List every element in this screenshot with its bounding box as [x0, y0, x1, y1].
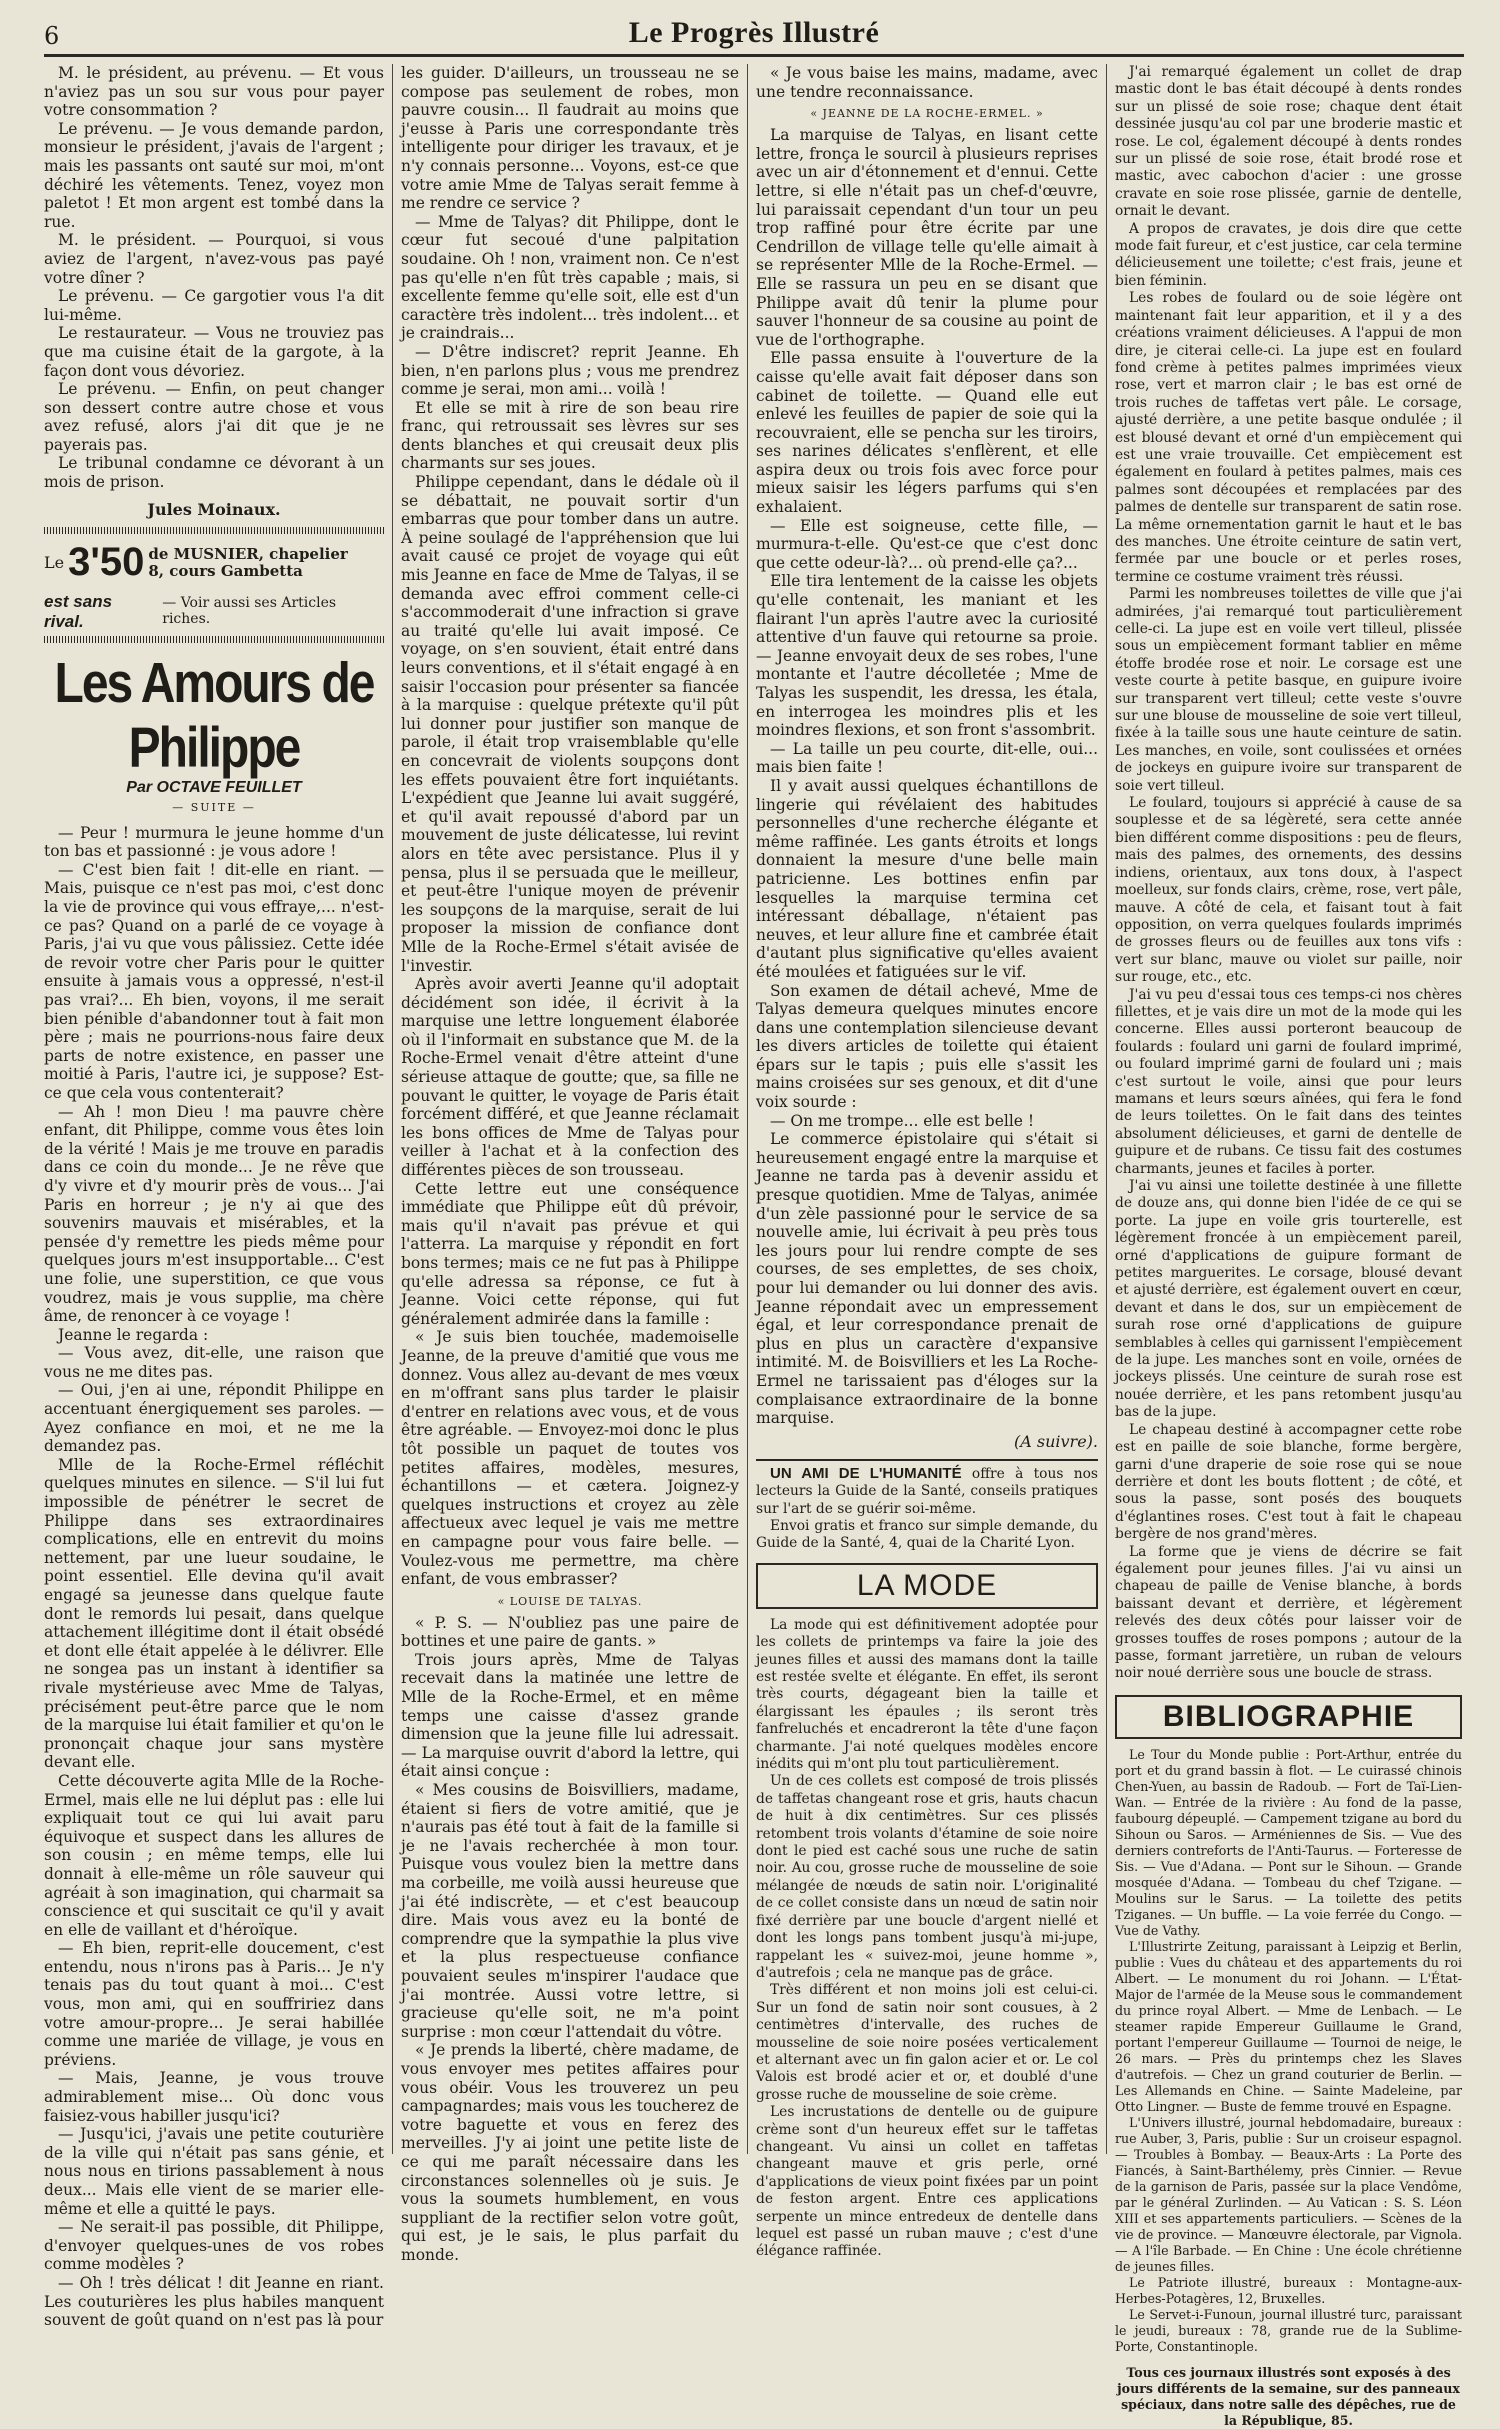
story-paragraph: Jeanne le regarda : [58, 1325, 209, 1344]
court-dialogue [44, 64, 384, 492]
story-paragraph: « Je suis bien touchée, mademoiselle Jeanne, de la preuve d'amitié que vous me donnez. Vous allez au-devant de mes vœux en m'offrant sans plus tarder le plaisir d'entrer en relations avec vous, et de vous être agréable. — Envoyez-moi donc le plus tôt possible un paquet de toutes vos petites affaires, modèles, mesures, échantillons — et cætera. Joignez-y quelques instructions et croyez au zèle affectueux avec lequel je vais me mettre en campagne pour vous faire belle. — Voulez-vous me permettre, ma chère enfant, de vous embrasser? [401, 1328, 739, 1589]
column-1 [44, 64, 384, 2330]
mode-paragraph: Les robes de foulard ou de soie légère ont maintenant fait leur apparition, et il y a des créations vraiment délicieuses. A l'appui de mon dire, je citerai celle-ci. La jupe est en foulard fond crème à petites palmes imprimées vieux rose, vert et marron clair ; le bas est orné de trois ruches de taffetas vert pâle. Le corsage, ajusté derrière, a une petite basque ondulée ; il est blousé devant et orné d'un empiècement qui est une vraie trouvaille. Cet empiècement est également en foulard à petites palmes, mais ces palmes sont découpées et remplacées par des palmes de dentelle sur transparent de satin rose. La même ornementation garnit le haut et le bas des manches. Une étroite ceinture de satin vert, fermée par une boucle or et perles roses, termine ce costume vraiment très réussi. [1115, 290, 1462, 585]
story-paragraph: Il y avait aussi quelques échantillons de lingerie qui révélaient des habitudes personnelles d'une recherche élégante et même raffinée. Les gants étroits et longs donnaient la mesure d'une belle main patricienne. Les bottines enfin par lesquelles la marquise termina cet intéressant déballage, n'étaient pas neuves, et leur allure fine et cambrée était d'autant plus significative qu'elles avaient été moulées et fatiguées sur le vif. [756, 776, 1098, 981]
story-paragraph: « Je prends la liberté, chère madame, de vous envoyer mes petites affaires pour vous obéir. Vous les trouverez un peu campagnardes; mais vous les toucherez de votre baguette et vous en ferez des merveilles. J'y ai joint une petite liste de ce qui me paraît nécessaire dans les circonstances solennelles où je suis. Je vous la soumets humblement, en vous suppliant de la rectifier selon votre goût, qui est, je le sais, le plus parfait du monde. [401, 2041, 739, 2264]
bibliographie-list [1115, 1747, 1462, 2429]
mode-paragraph: Le chapeau destiné à accompagner cette robe est en paille de soie blanche, forme bergère, garni d'une draperie de soie rose qui se noue derrière et dont les bouts flottent ; de côté, et sous la passe, sont posés des bouquets d'églantines roses. C'est tout à fait le chapeau bergère de nos grand'mères. [1115, 1421, 1462, 1543]
dialogue-line: M. le président. — Pourquoi, si vous aviez de l'argent, n'avez-vous pas payé votre dîner ? [44, 231, 384, 287]
section-rule [756, 1459, 1098, 1461]
story-paragraph: Elle passa ensuite à l'ouverture de la caisse qu'elle avait fait déposer dans son cabinet de toilette. — Quand elle eut enlevé les feuilles de papier de soie qui la recouvraient, elle se pencha sur les tiroirs, ses narines délicates s'enflèrent, et elle aspira deux ou trois fois avec force pour mieux saisir les légers parfums qui s'en exhalaient. [756, 349, 1098, 517]
page-header [44, 14, 1464, 54]
story-byline: Par OCTAVE FEUILLET [126, 778, 302, 796]
ad-shop-line2: 8, cours Gambetta [148, 561, 303, 580]
story-paragraph: Après avoir averti Jeanne qu'il adoptait décidément son idée, il écrivit à la marquise une lettre longuement élaborée où il l'informait en substance que M. de la Roche-Ermel venait d'être atteint d'une sérieuse attaque de goutte; que, sa fille ne pouvant le quitter, le voyage de Paris était forcément différé, et que Jeanne réclamait les bons offices de Mme de Talyas pour veiller à l'achat et à la confection des différentes pièces de son trousseau. [401, 975, 739, 1180]
to-be-continued: (A suivre). [1014, 1431, 1098, 1451]
story-paragraph: Le commerce épistolaire qui s'était si heureusement engagé entre la marquise et Jeanne ne tarda pas à devenir assidu et presque quotidien. Mme de Talyas, animée d'un zèle passionné pour le service de sa nouvelle amie, lui écrivait à peu près tous les jours pour lui rendre compte de ses courses, de ses emplettes, de ses choix, pour lui demander ou lui donner des avis. Jeanne répondait avec un empressement égal, et leur correspondance prenait de plus en plus un caractère d'expansive intimité. M. de Boisvilliers et les La Roche-Ermel ne tarissaient pas d'éloges sur la complaisance extraordinaire de la bonne marquise. [756, 1130, 1098, 1428]
mode-heading: LA MODE [756, 1563, 1098, 1609]
story-paragraph: — On me trompe... elle est belle ! [770, 1111, 1035, 1130]
story-paragraph: « Mes cousins de Boisvilliers, madame, étaient si fiers de votre amitié, que je n'aurais pas été tout à fait de la famille si je ne l'avais recherchée à mon tour. Puisque vous voulez bien la mettre dans ma corbeille, me voilà aussi heureuse que j'ai été indiscrète, — et c'est beaucoup dire. Mais vous avez eu la bonté de comprendre que la sympathie la plus vive et la plus respectueuse confiance pouvaient seules m'inspirer l'audace que j'ai montrée. Aussi votre lettre, si gracieuse qu'elle soit, ne m'a point surprise : mon cœur l'attendait du vôtre. [401, 1781, 739, 2041]
masthead-title: Le Progrès Illustré [628, 16, 880, 49]
story-paragraph: — Vous avez, dit-elle, une raison que vous ne me dites pas. [44, 1344, 384, 1381]
mode-paragraph: J'ai remarqué également un collet de drap mastic dont le bas était découpé à dents rondes sur un plissé de soie rose; chaque dent était dessinée jusqu'au col par une broderie mastic et rose. Le col, également découpé à dents rondes sur un plissé de soie rose, était brodé rose et mastic, avec cabochon d'acier : une grosse cravate en soie rose plissée, garnie de dentelle, ornait le devant. [1115, 64, 1462, 220]
story-paragraph: — Ah ! mon Dieu ! ma pauvre chère enfant, dit Philippe, comme vous êtes loin de la vérité ! Mais je me trouve en paradis dans ce coin du monde... Je ne rêve que d'y vivre et d'y mourir près de vous... J'ai Paris en horreur ; je n'y ai que des souvenirs mauvais et misérables, et la pensée d'y remettre les pieds même pour quelques jours m'est insupportable... C'est une folie, une superstition, ce que vous voudrez, mais je vous supplie, ma chère âme, de renoncer à ce voyage ! [44, 1102, 384, 1326]
ami-text: offre à tous nos lecteurs la Guide de la Santé, conseils pratiques sur l'art de se guérir soi-même. [756, 1465, 1098, 1517]
mode-text [756, 1617, 1098, 2261]
story-paragraph: — D'être indiscret? reprit Jeanne. Eh bien, n'en parlons plus ; vous me prendrez comme je serai, mon ami... voilà ! [401, 342, 739, 399]
dialogue-line: Le prévenu. — Je vous demande pardon, monsieur le président, j'avais de l'argent ; mais les passants ont sauté sur moi, m'ont déchiré les vêtements. Tenez, voyez mon paletot ! Et mon argent est tombé dans la rue. [44, 119, 384, 231]
dialogue-line: M. le président, au prévenu. — Et vous n'aviez pas un sou sur vous pour payer votre consommation ? [44, 64, 384, 120]
story-paragraph: Cette découverte agita Mlle de la Roche-Ermel, mais elle ne lui déplut pas : elle lui expliquait tout ce qui lui avait paru équivoque et suspect dans les allures de son cousin ; en même temps, elle lui donnait à elle-même un rôle sauveur qui agréait à son imagination, qui charmait sa conscience et qui suscitait ce qu'il y avait en elle de vaillant et d'héroïque. [44, 1771, 384, 1939]
story-paragraph: « P. S. — N'oubliez pas une paire de bottines et une paire de gants. » [401, 1613, 739, 1651]
hatch-rule [44, 636, 384, 643]
story-paragraph: — Peur ! murmura le jeune homme d'un ton bas et passionné : je vous adore ! [44, 823, 384, 861]
column-divider [1106, 64, 1107, 2154]
story-paragraph: — Mme de Talyas? dit Philippe, dont le cœur fut secoué d'une palpitation soudaine. Oh ! non, vraiment non. Ce n'est pas qu'elle n'en fût très capable ; mais, si excellente femme qu'elle soit, elle est d'un caractère très indolent... très indolent... et je craindrais... [401, 212, 739, 343]
ami-notice [756, 1465, 1098, 1553]
story-paragraph: — Eh bien, reprit-elle doucement, c'est entendu, nous n'irons pas à Paris... Je n'y tenais pas du tout quant à moi... C'est vous, mon ami, qui en souffririez dans votre amour-propre... Je serai habillée comme une mariée de village, je vous en préviens. [44, 1939, 384, 2069]
story-paragraph: — Oui, j'en ai une, répondit Philippe en accentuant énergiquement ses paroles. — Ayez confiance en moi, et ne me la demandez pas. [44, 1381, 384, 1456]
bibliographie-entry: Le Patriote illustré, bureaux : Montagne-aux-Herbes-Potagères, 12, Bruxelles. [1115, 2274, 1462, 2306]
mode-paragraph: A propos de cravates, je dois dire que cette mode fait fureur, et c'est justice, car cela termine délicieusement une toilette; c'est frais, jeune et bien féminin. [1115, 220, 1462, 289]
letter-signature: « JEANNE DE LA ROCHE-ERMEL. » [810, 107, 1044, 121]
ami-title: UN AMI DE L'HUMANITÉ [770, 1464, 962, 1482]
bibliographie-entry: L'Illustrirte Zeitung, paraissant à Leipzig et Berlin, publie : Vues du château et des appartements du roi Albert. — Le monument du roi Johann. — L'État-Major de l'armée de la Meuse sous le commandement du prince royal Albert. — Mme de Lenbach. — Le steamer rapide Empereur Guillaume le Grand, portant l'empereur Guillaume — Tournoi de neige, le 26 mars. — Près du printemps chez les Slaves d'autrefois. — Chez un grand couturier de Berlin. — Les Allemands en Chine. — Sainte Madeleine, par Otto Lingner. — Buste de femme trouvé en Espagne. [1115, 1938, 1462, 2114]
story-paragraph: Cette lettre eut une conséquence immédiate que Philippe eût dû prévoir, mais qu'il n'avait pas prévue et qui l'atterra. La marquise y répondit en fort bons termes; mais ce ne fut pas à Philippe qu'elle adressa sa réponse, ce fut à Jeanne. Voici cette réponse, qui fut généralement admirée dans la famille : [401, 1179, 739, 1328]
story-paragraph: — Jusqu'ici, j'avais une petite couturière de la ville qui n'était pas sans génie, et nous nous en tirions passablement à nous deux... Mais elle vient de se marier elle-même et elle a quitté le pays. [44, 2125, 384, 2218]
mode-paragraph: Le foulard, toujours si apprécié à cause de sa souplesse et de sa légèreté, sera cette année bien différent comme dispositions : peu de fleurs, mais des palmes, des ornements, des dessins indiens, orientaux, aux tons doux, à l'aspect moelleux, sur fonds clairs, crème, rose, vert pâle, mauve. A côté de cela, et faisant tout à fait opposition, on verra quelques foulards imprimés de grosses fleurs ou de feuilles aux tons vifs : vert sur blanc, mauve ou violet sur paille, noir sur rouge, etc., etc. [1115, 795, 1462, 986]
dialogue-line: Le tribunal condamne ce dévorant à un mois de prison. [44, 454, 384, 492]
mode-paragraph: Un de ces collets est composé de trois plissés de taffetas changeant rose et gris, hauts chacun de huit à dix centimètres. Sur ces plissés retombent trois volants d'étamine de soie noire dont le pied est caché sous une ruche de satin noir. Au cou, grosse ruche de mousseline de soie mélangée de nœuds de satin noir. L'originalité de ce collet consiste dans un nœud de satin noir fixé derrière par une boucle d'argent niellé et dont les longs pans tombent jusqu'à mi-jupe, rappelant les « suivez-moi, jeune homme », d'autrefois ; cela ne manque pas de grâce. [756, 1773, 1098, 1981]
story-paragraph: La marquise de Talyas, en lisant cette lettre, fronça le sourcil à plusieurs reprises avec un air d'étonnement et d'ennui. Cette lettre, si elle n'était pas un chef-d'œuvre, lui paraissait cependant d'un tour un peu trop raffiné pour être écrite par une Cendrillon de village telle qu'elle aimait à se représenter Mlle de la Roche-Ermel. — Elle se rassura un peu en se disant que Philippe avait dû tenir la plume pour sauver l'honneur de sa cousine au point de vue de l'orthographe. [756, 126, 1098, 349]
hatch-rule [44, 527, 384, 534]
story-paragraph: Mlle de la Roche-Ermel réfléchit quelques minutes en silence. — S'il lui fut impossible de pénétrer le secret de Philippe dans ses extraordinaires complications, elle en entrevit du moins nettement, par une lueur soudaine, le point essentiel. Elle devina qu'il avait engagé sa jeunesse dans quelque faute dont le remords lui pesait, dans quelque attachement illégitime dont il était obsédé et dont elle était appelée à le délivrer. Elle ne songea pas un instant à identifier sa rivale mystérieuse avec Mme de Talyas, précisément peut-être parce que le nom de la marquise lui était familier et qu'on le prononçait chaque jour sans mystère devant elle. [44, 1455, 384, 1772]
story-paragraph: Et elle se mit à rire de son beau rire franc, qui retroussait ses lèvres sur ses dents blanches et qui creusait deux plis charmants sur ses joues. [401, 398, 739, 473]
bibliographie-footer: Tous ces journaux illustrés sont exposés à des jours différents de la semaine, sur des panneaux spéciaux, dans notre salle des dépêches, rue de la République, 85. [1117, 2364, 1460, 2428]
header-rule [44, 54, 1464, 57]
story-text [44, 824, 384, 2330]
page-number: 6 [44, 22, 60, 50]
story-paragraph: les guider. D'ailleurs, un trousseau ne se compose pas seulement de robes, mon pauvre cousin... Il faudrait au moins que j'eusse à Paris une correspondante très intelligente pour diriger les travaux, et je n'y connais personne... Voyons, est-ce que votre amie Mme de Talyas serait femme à me rendre ce service ? [401, 64, 739, 213]
story-paragraph: Philippe cependant, dans le dédale où il se débattait, ne pouvait sortir d'un embarras que pour tomber dans un autre. À peine soulagé de l'appréhension que lui avait causé ce projet de voyage qui eût mis Jeanne en face de Mme de Talyas, il se demanda avec effroi comment celle-ci s'accommoderait d'une infraction si grave au traité qu'elle lui avait imposé. Ce voyage, on s'en souvient, était entré dans leurs conventions, et il s'était engagé à en saisir l'occasion pour présenter sa fiancée à la marquise : quelque prétexte qu'il pût lui donner pour justifier son manque de parole, il était trop vraisemblable qu'elle en concevrait de violents soupçons dont les effets pouvaient être fort inquiétants. L'expédient que Jeanne lui avait suggéré, et qu'il avait repoussé d'abord par un mouvement de juste délicatesse, lui revint alors en tête avec persistance. Plus il y pensa, plus il se persuada que le meilleur, et peut-être l'unique moyen de prévenir les soupçons de la marquise, serait de lui proposer la mission de confiance dont Mlle de la Roche-Ermel s'était avisée de l'investir. [401, 473, 739, 975]
ami-notice-text2: Envoi gratis et franco sur simple demande, du Guide de la Santé, 4, quai de la Charité Lyon. [756, 1517, 1098, 1552]
mode-paragraph: La forme que je viens de décrire se fait également pour jeunes filles. J'ai vu ainsi un chapeau de paille de Venise blanche, à bords baissant devant et derrière, et légèrement relevés des deux côtés pour laisser voir de grosses touffes de roses pompons ; autour de la passe, formant jarretière, un ruban de velours noir noué derrière sous une boucle de strass. [1115, 1543, 1462, 1682]
ad-note: — Voir aussi ses Articles riches. [162, 594, 337, 627]
column-divider [392, 64, 393, 2154]
story-paragraph: Trois jours après, Mme de Talyas recevait dans la matinée une lettre de Mlle de la Roche-Ermel, et en même temps une caisse d'assez grande dimension que la jeune fille lui adressait. — La marquise ouvrit d'abord la lettre, qui était ainsi conçue : [401, 1650, 739, 1781]
mode-paragraph: Parmi les nombreuses toilettes de ville que j'ai admirées, j'ai remarqué tout particulièrement celle-ci. La jupe est en voile vert tilleul, plissée sous un empiècement formant tablier en même étoffe brodée rose et noir. Le corsage est une veste courte à petite basque, en guipure ivoire sur transparent vert tilleul; cette veste s'ouvre sur une blouse de mousseline de soie vert tilleul, fixée à la taille sous une haute ceinture de satin. Les manches, en voile, sont coulissées et ornées de jockeys en guipure ivoire sur transparent de soie vert tilleul. [1115, 586, 1462, 794]
columns [44, 64, 1464, 2428]
story-paragraph: — C'est bien fait ! dit-elle en riant. — Mais, puisque ce n'est pas moi, c'est donc la vie de province qui vous effraye,... n'est-ce pas? Quand on a parlé de ce voyage à Paris, j'ai vu que vous pâlissiez. Cette idée de revoir votre cher Paris pour le quitter ensuite à jamais vous a oppressé, n'est-il pas vrai?... Eh bien, voyons, il me serait bien pénible d'abandonner tout à fait mon père ; mais ne pourrions-nous faire deux parts de notre existence, en passer une moitié à Paris, l'autre ici, je suppose? Est-ce que cela vous contenterait? [44, 860, 384, 1102]
story-paragraph: — La taille un peu courte, dit-elle, oui... mais bien faite ! [756, 739, 1098, 777]
dialogue-line: Le prévenu. — Enfin, on peut changer son dessert contre autre chose et vous avez refusé, alors j'ai dit que je ne payerais pas. [44, 380, 384, 454]
column-divider [747, 64, 748, 2154]
story-suite-label: — SUITE — [172, 800, 256, 814]
bibliographie-heading: BIBLIOGRAPHIE [1115, 1695, 1462, 1739]
dialogue-line: Le prévenu. — Ce gargotier vous l'a dit lui-même. [44, 287, 384, 324]
mode-paragraph: La mode qui est définitivement adoptée pour les collets de printemps va faire la joie des jeunes filles et aussi des mamans dont la taille est restée svelte et élégante. En effet, ils seront très courts, dégageant bien la taille et élargissant les épaules ; ils seront très fanfreluchés et encadreront la tête d'une façon charmante. J'ai noté quelques modèles encore inédits qui m'ont plu tout particulièrement. [756, 1616, 1098, 1773]
story-paragraph: « Je vous baise les mains, madame, avec une tendre reconnaissance. [756, 64, 1098, 101]
story-paragraph: — Ne serait-il pas possible, dit Philippe, d'envoyer quelques-unes de vos robes comme modèles ? [44, 2218, 384, 2274]
mode-paragraph: J'ai vu ainsi une toilette destinée à une fillette de douze ans, qui donne bien l'idée de ce qui se porte. La jupe en voile gris tourterelle, est légèrement froncée à un empiècement pareil, orné d'applications de guipure formant de petites marguerites. Le corsage, blousé devant et ajusté derrière, est également ouvert en cœur, devant et dans le dos, sur un empiècement de surah rose orné d'applications de guipure semblables à celles qui garnissent l'empiècement de la jupe. Les manches sont en voile, ornées de jockeys plissés. Une ceinture de surah rose est nouée derrière, et les pans retombent jusqu'au bas de la jupe. [1115, 1178, 1462, 1421]
story-paragraph: — Elle est soigneuse, cette fille, — murmura-t-elle. Qu'est-ce que c'est donc que cette odeur-là?... où prend-elle ça?... [756, 516, 1098, 572]
ad-tagline-row [44, 592, 384, 632]
column-3 [756, 64, 1098, 2260]
ad-price: 3'50 [68, 540, 145, 585]
author-signature: Jules Moinaux. [147, 499, 281, 519]
ami-notice-text [756, 1465, 1098, 1518]
story-paragraph: — Mais, Jeanne, je vous trouve admirablement mise... Où donc vous faisiez-vous habiller jusqu'ici? [44, 2069, 384, 2125]
ad-shop [148, 546, 347, 580]
letter-signature: « LOUISE DE TALYAS. [497, 1594, 643, 1608]
bibliographie-entry: Le Servet-i-Funoun, journal illustré turc, paraissant le jeudi, bureaux : 78, grande rue de la Sublime-Porte, Constantinople. [1115, 2306, 1462, 2354]
dialogue-line: Le restaurateur. — Vous ne trouviez pas que ma cuisine était de la gargote, à la façon dont vous dévoriez. [44, 324, 384, 380]
bibliographie-entry: L'Univers illustré, journal hebdomadaire, bureaux : rue Auber, 3, Paris, publie : Sur un croiseur espagnol. — Troubles à Bombay. — Beaux-Arts : La Porte des Fiancés, à Saint-Barthélemy, près Cinnier. — Revue de la garnison de Paris, passée sur la place Vendôme, par le général Zurlinden. — Au Vatican : S. S. Léon XIII et ses appartements particuliers. — Scènes de la vie de province. — Manœuvre électorale, par Vignola. — A l'île Barbade. — En Chine : Une école chrétienne de jeunes filles. [1115, 2114, 1462, 2274]
story-paragraph: Elle tira lentement de la caisse les objets qu'elle contenait, les maniant et les flairant l'un après l'autre avec la curiosité attentive d'un fauve qui retourne sa proie. — Jeanne envoyait deux de ses robes, l'une montante et l'autre décolletée ; Mme de Talyas les suspendit, les dressa, les étala, en interrogea les moindres plis et les moindres flexions, et son front s'assombrit. [756, 572, 1098, 740]
mode-paragraph: Les incrustations de dentelle ou de guipure crème sont d'un heureux effet sur le taffetas changeant. Vu ainsi un collet en taffetas changeant mauve et gris perle, orné d'applications de vieux point fixées par un point de feston argent. Entre ces applications serpente un mince entredeux de dentelle dans lequel est passé un ruban mauve ; c'est d'une élégance raffinée. [756, 2104, 1098, 2260]
story-paragraph: Son examen de détail achevé, Mme de Talyas demeura quelques minutes encore dans une contemplation silencieuse devant les divers articles de toilette qui étaient épars sur le tapis ; puis elle s'assit les mains croisées sur ses genoux, et dit d'une voix sourde : [756, 981, 1098, 1112]
mode-paragraph: J'ai vu peu d'essai tous ces temps-ci nos chères fillettes, et je vais dire un mot de la mode qui les concerne. Elles aussi porteront beaucoup de foulards : foulard uni garni de foulard imprimé, ou foulard imprimé garni de foulard uni ; mais c'est surtout le voile, ainsi que pour leurs mamans et leurs sœurs aînées, qui fera le fond de leurs toilettes. On le fait dans des teintes absolument délicieuses, et garni de dentelle de guipure et de rubans. Ce tissu fait des costumes charmants, jeunes et faciles à porter. [1115, 986, 1462, 1177]
hat-advertisement [44, 538, 384, 588]
story-title: Les Amours de Philippe [54, 651, 374, 780]
bibliographie-entry: Le Tour du Monde publie : Port-Arthur, entrée du port et du grand bassin à flot. — Le cuirassé chinois Chen-Yuen, au bassin de Radoub. — Fort de Taï-Lien-Wan. — Entrée de la rivière : Au fond de la passe, faubourg dépeuplé. — Campement tzigane au bord du Sihoun ou Saros. — Arméniennes de Sis. — Vue des derniers contreforts de l'Anti-Taurus. — Forteresse de Sis. — Vue d'Adana. — Pont sur le Sihoun. — Grande mosquée d'Adana. — Tombeau du chef Tzigane. — Moulins sur le Sarus. — La toilette des petits Tziganes. — Un buffle. — La voie ferrée du Congo. — Vue de Vathy. [1115, 1746, 1462, 1938]
mode-paragraph: Très différent et non moins joli est celui-ci. Sur un fond de satin noir sont cousues, à 2 centimètres d'intervalle, des ruches de mousseline de soie noire posées verticalement et alternant avec un fin galon acier et or. Le col Valois est brodé acier et or, et doublé d'une grosse ruche de mousseline de soie crème. [756, 1982, 1098, 2103]
column-2 [401, 64, 739, 2264]
ad-shop-line1: de MUSNIER, chapelier [148, 544, 348, 563]
column-4 [1115, 64, 1462, 2428]
mode-text-continued [1115, 64, 1462, 1683]
story-paragraph: — Oh ! très délicat ! dit Jeanne en riant. Les couturières les plus habiles manquent souvent de goût quand on n'est pas là pour [44, 2273, 384, 2330]
ad-le: Le [44, 553, 65, 573]
ad-tagline: est sans rival. [44, 591, 113, 631]
